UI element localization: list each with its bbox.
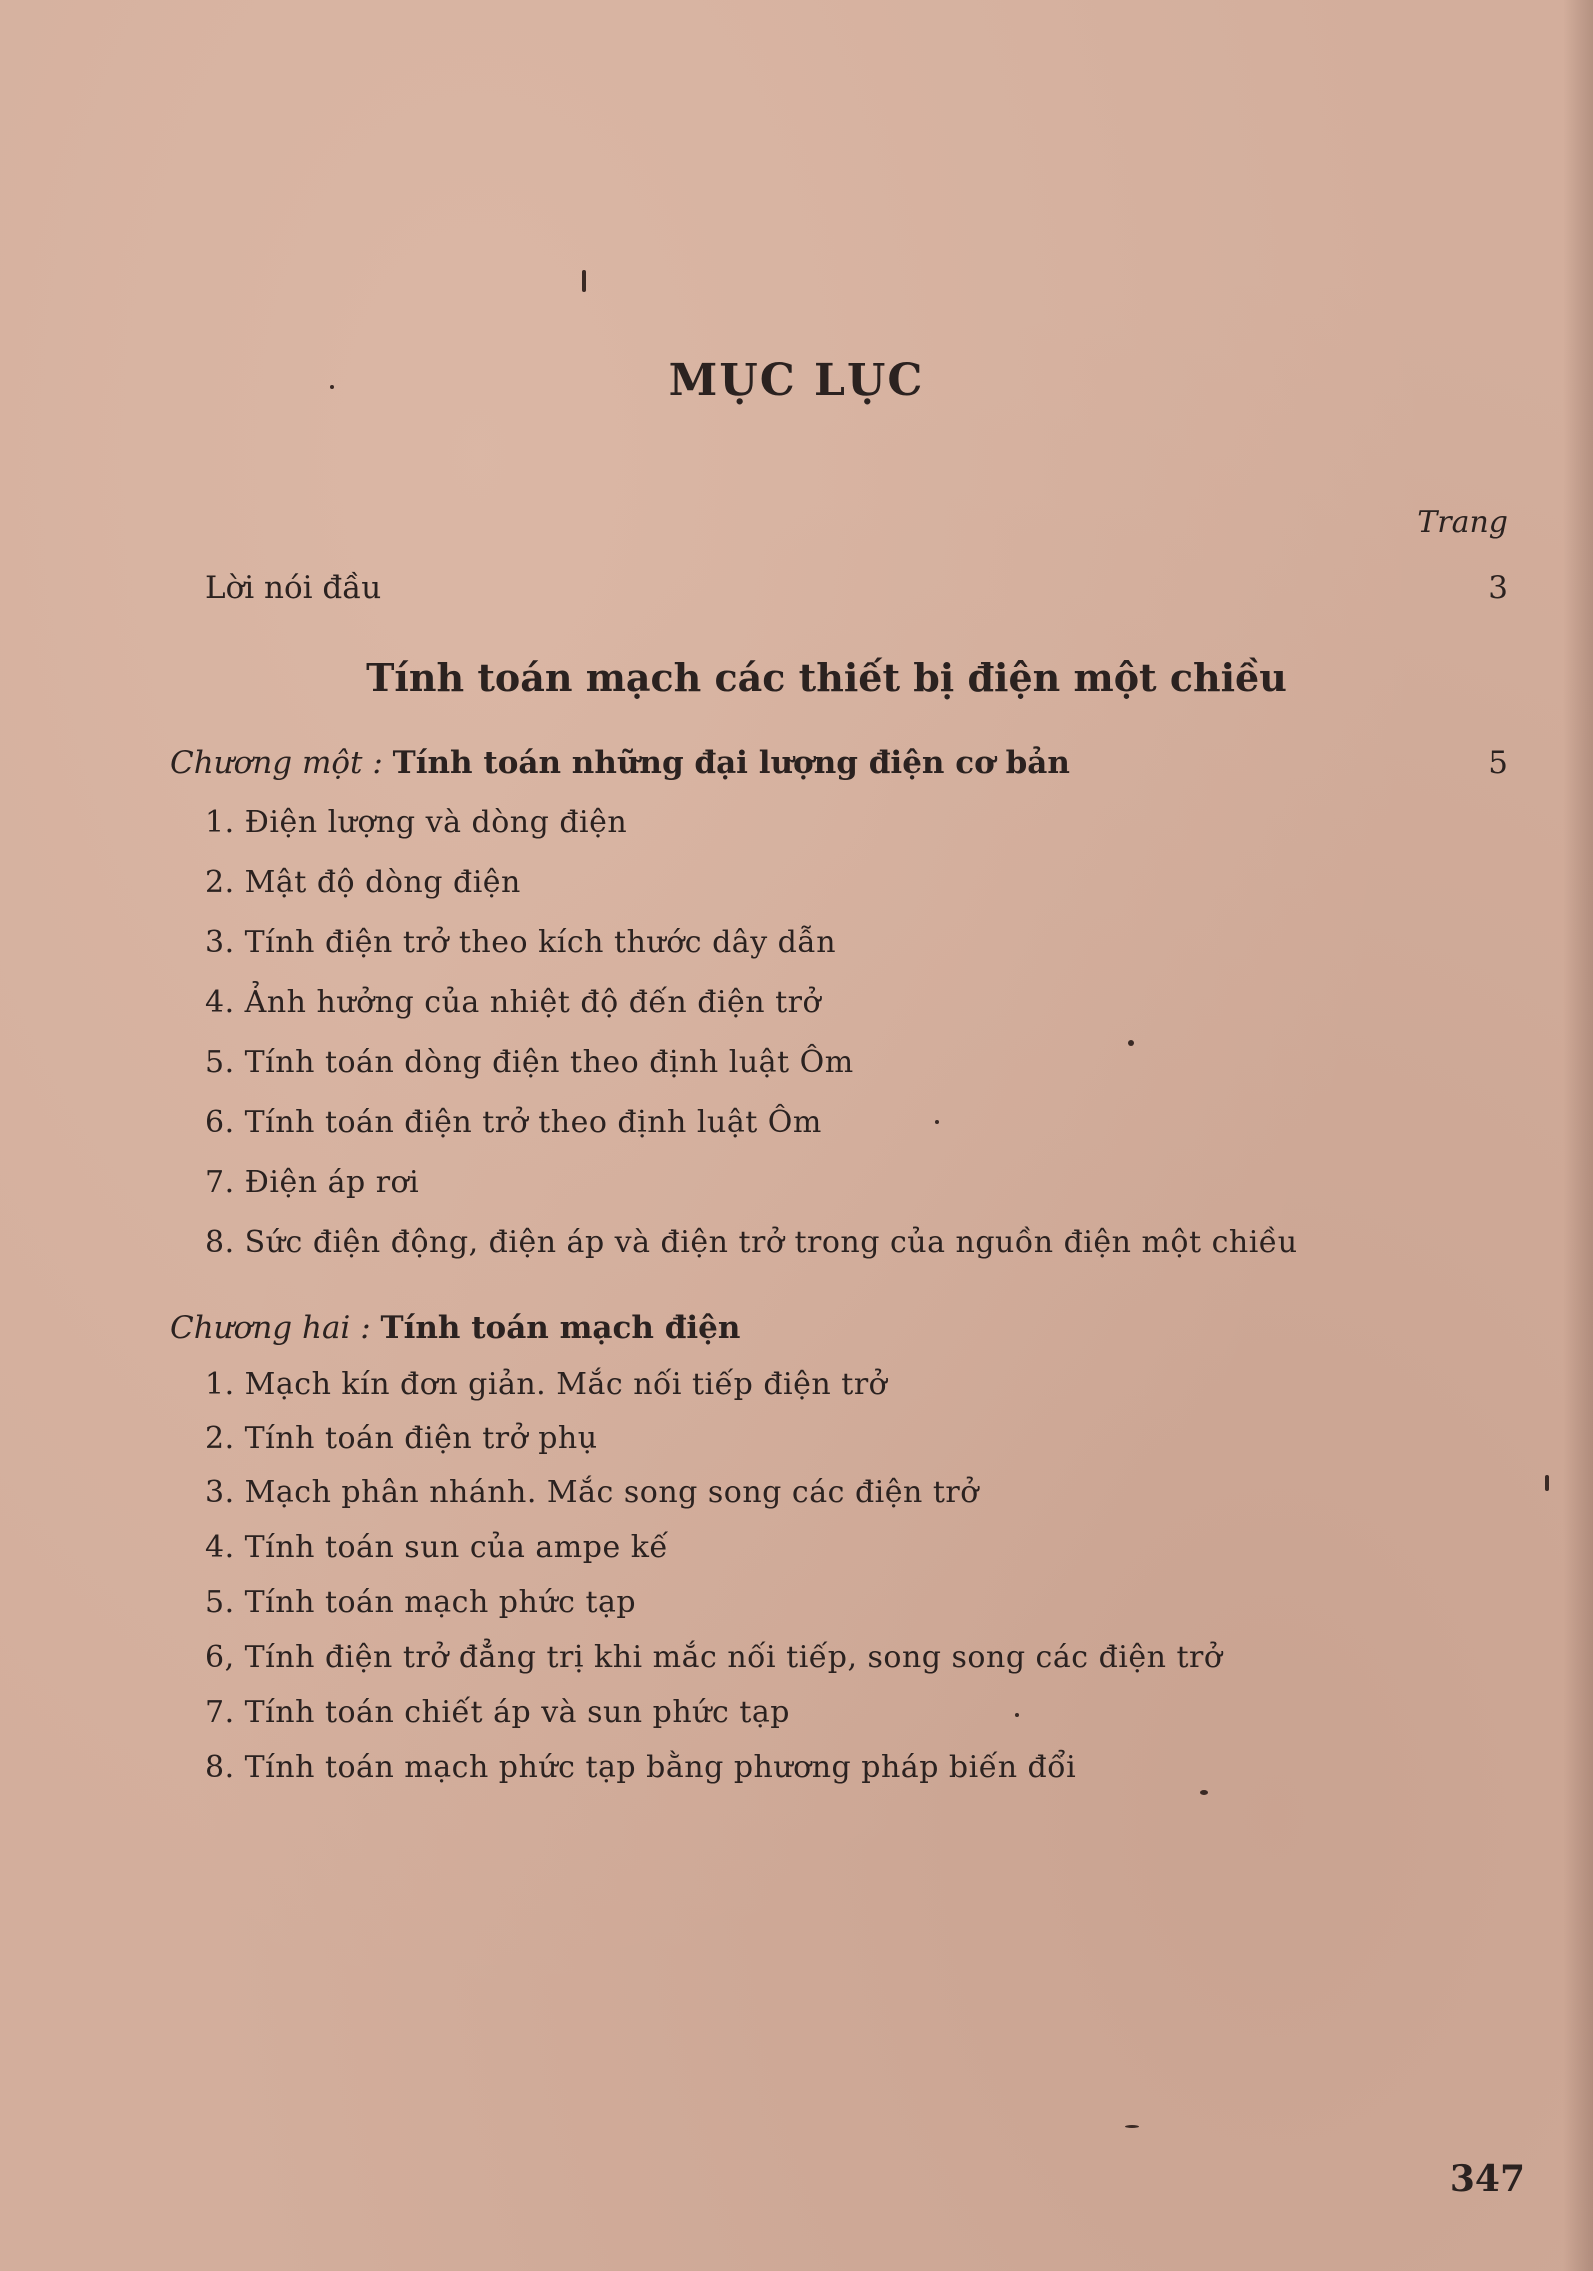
paper-speck bbox=[1015, 1713, 1019, 1717]
toc-item: 1. Điện lượng và dòng điện bbox=[205, 805, 628, 840]
paper-speck bbox=[1545, 1475, 1549, 1491]
toc-item: 8. Tính toán mạch phức tạp bằng phương pháp biến đổi bbox=[205, 1750, 1077, 1785]
toc-item: 3. Mạch phân nhánh. Mắc song song các điện trở bbox=[205, 1475, 979, 1510]
paper-speck bbox=[935, 1120, 939, 1124]
paper-speck bbox=[1200, 1790, 1208, 1795]
toc-item: 8. Sức điện động, điện áp và điện trở trong của nguồn điện một chiều bbox=[205, 1225, 1298, 1260]
paper-speck bbox=[1125, 2125, 1139, 2128]
paper-speck bbox=[1128, 1040, 1134, 1046]
chapter-heading bbox=[170, 745, 1070, 781]
toc-item: 4. Ảnh hưởng của nhiệt độ đến điện trở bbox=[205, 985, 822, 1020]
preface-page: 3 bbox=[1488, 570, 1508, 606]
chapter-page: 5 bbox=[1488, 745, 1508, 781]
toc-item: 1. Mạch kín đơn giản. Mắc nối tiếp điện trở bbox=[205, 1367, 888, 1402]
toc-item: 6. Tính toán điện trở theo định luật Ôm bbox=[205, 1105, 822, 1140]
toc-item: 5. Tính toán dòng điện theo định luật Ôm bbox=[205, 1045, 854, 1080]
section-title: Tính toán mạch các thiết bị điện một chiều bbox=[366, 655, 1287, 700]
toc-item: 4. Tính toán sun của ampe kế bbox=[205, 1530, 669, 1565]
page-edge-shadow bbox=[1563, 0, 1593, 2271]
chapter-heading bbox=[170, 1310, 740, 1346]
toc-heading: MỤC LỤC bbox=[668, 355, 925, 406]
chapter-prefix: Chương một : bbox=[170, 745, 383, 781]
preface-label: Lời nói đầu bbox=[205, 570, 382, 606]
toc-item: 6, Tính điện trở đẳng trị khi mắc nối tiếp, song song các điện trở bbox=[205, 1640, 1223, 1675]
chapter-title: Tính toán mạch điện bbox=[380, 1310, 741, 1346]
toc-item: 7. Điện áp rơi bbox=[205, 1165, 420, 1200]
chapter-title: Tính toán những đại lượng điện cơ bản bbox=[392, 745, 1070, 781]
chapter-prefix: Chương hai : bbox=[170, 1310, 371, 1346]
toc-item: 5. Tính toán mạch phức tạp bbox=[205, 1585, 637, 1620]
toc-item: 7. Tính toán chiết áp và sun phức tạp bbox=[205, 1695, 790, 1730]
page-column-label: Trang bbox=[1417, 505, 1508, 540]
toc-item: 2. Mật độ dòng điện bbox=[205, 865, 521, 900]
toc-item: 2. Tính toán điện trở phụ bbox=[205, 1421, 598, 1456]
page-number: 347 bbox=[1449, 2158, 1525, 2200]
toc-item: 3. Tính điện trở theo kích thước dây dẫn bbox=[205, 925, 837, 960]
paper-speck bbox=[582, 270, 586, 292]
